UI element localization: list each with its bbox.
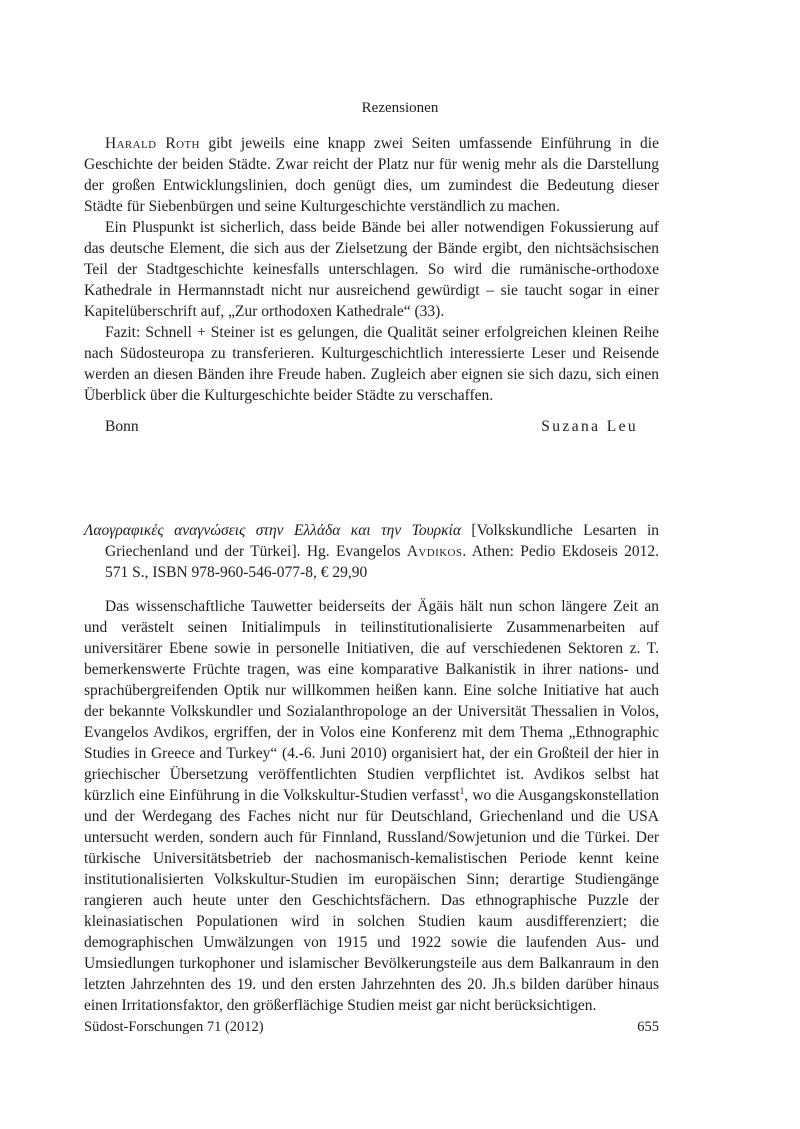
paragraph [84, 133, 659, 217]
review-body [84, 596, 659, 1016]
paragraph: Fazit: Schnell + Steiner ist es gelungen, die Qualität seiner erfolgreichen kleinen Reihe nach Südosteuropa zu transferieren. Kulturgeschichtlich interessierte Leser und Reisende werden an diesen Bänden ihre Freude haben. Zugleich aber eignen sie sich dazu, sich einen Überblick über die Kulturgeschichte beider Städte zu verschaffen. [84, 324, 659, 404]
paragraph-text: , wo die Ausgangskonstellation und der Werdegang des Faches nicht nur für Deutschland, Griechenland und die USA untersucht werden, sondern auch für Finnland, Russland/Sowjetunion und die Türkei. Der türkische Universitätsbetrieb der nachosmanisch-kemalistischen Periode kennt keine institutionalisierten Volkskultur-Studien im europäischen Sinn; derartige Studiengänge rangieren auch heute unter den Geschichtsfächern. Das ethnographische Puzzle der kleinasiatischen Populationen wird in solchen Studien kaum ausdifferenziert; die demographischen Umwälzungen von 1915 und 1922 sowie die laufenden Aus- und Umsiedlungen turkophoner und islamischer Bevölkerungsteile aus dem Balkanraum in den letzten Jahrzehnten des 19. und den ersten Jahrzehnten des 20. Jh.s bilden darüber hinaus einen Irritationsfaktor, den größerflächige Studien meist gar nicht berücksichtigen. [84, 787, 659, 1014]
paragraph: Ein Pluspunkt ist sicherlich, dass beide Bände bei aller notwendigen Fokussierung auf das deutsche Element, die sich aus der Zielsetzung der Bände ergibt, den nichtsächsischen Teil der Stadtgeschichte keinesfalls unterschlagen. So wird die rumänische-orthodoxe Kathedrale in Hermannstadt nicht nur ausreichend gewürdigt – sie taucht sogar in einer Kapitelüberschrift auf, „Zur orthodoxen Kathedrale“ (33). [84, 219, 659, 320]
author-name: Harald Roth [105, 135, 200, 152]
paragraph [84, 596, 659, 1016]
biblio-text: [Volkskundliche Lesarten in Griechenland und der Türkei]. Hg. Evangelos [105, 522, 660, 560]
editor-name: Avdikos [406, 543, 463, 560]
review-continuation [84, 133, 659, 406]
bibliographic-entry [84, 520, 659, 583]
biblio-text: . Athen: Pedio Ekdoseis 2012. 571 S., ISBN 978-960-546-077-8, € 29,90 [105, 543, 659, 581]
page-number: 655 [637, 1019, 659, 1035]
reviewer-name: Suzana Leu [541, 418, 638, 435]
paragraph-text: Das wissenschaftliche Tauwetter beiderseits der Ägäis hält nun schon längere Zeit an und verästelt seinen Initialimpuls in teilinstitutionalisierte Zusammenarbeiten auf universitärer Ebene sowie in personelle Initiativen, die auf verschiedenen Sektoren z. T. bemerkenswerte Früchte tragen, was eine komparative Balkanistik in ihrer nations- und sprachübergreifenden Optik nur willkommen heißen kann. Eine solche Initiative hat auch der bekannte Volkskundler und Sozialanthropologe an der Universität Thessalien in Volos, Evangelos Avdikos, ergriffen, der in Volos eine Konferenz mit dem Thema „Ethnographic Studies in Greece and Turkey“ (4.-6. Juni 2010) organisiert hat, der ein Großteil der hier in griechischer Übersetzung veröffentlichten Studien verpflichtet ist. Avdikos selbst hat kürzlich eine Einführung in die Volkskultur-Studien verfasst [84, 598, 659, 804]
book-title: Λαογραφικές αναγνώσεις στην Ελλάδα και την Τουρκία [84, 522, 462, 539]
signature-place: Bonn [105, 418, 139, 435]
running-header: Rezensionen [361, 100, 439, 116]
paragraph-text: gibt jeweils eine knapp zwei Seiten umfassende Einführung in die Geschichte der beiden Städte. Zwar reicht der Platz nur für wenig mehr als die Darstellung der großen Entwicklungslinien, doch genügt dies, um zumindest die Bedeutung dieser Städte für Siebenbürgen und seine Kulturgeschichte verständlich zu machen. [84, 135, 659, 215]
footnote-ref[interactable]: 1 [459, 785, 465, 796]
journal-citation: Südost-Forschungen 71 (2012) [84, 1019, 264, 1035]
